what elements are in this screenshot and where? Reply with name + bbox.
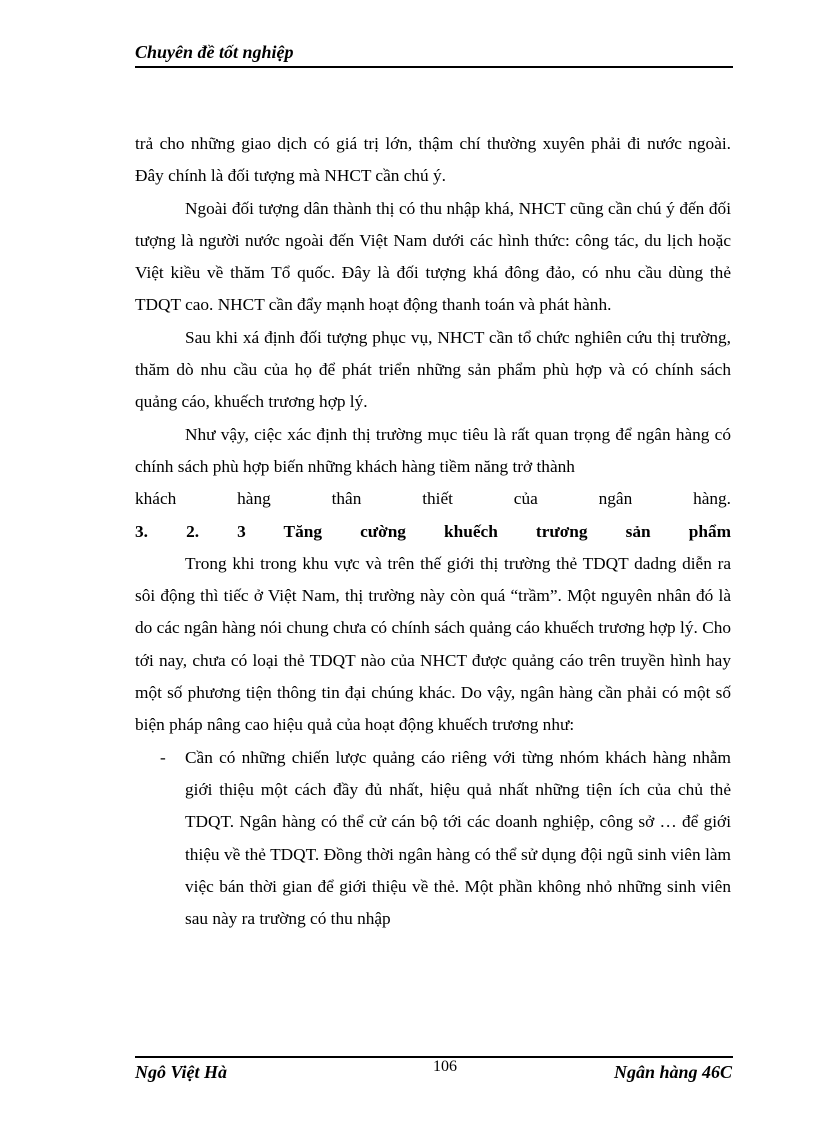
footer-author: Ngô Việt Hà — [135, 1062, 228, 1082]
paragraph-4-last-line: khách hàng thân thiết của ngân hàng. — [135, 489, 731, 509]
paragraph-4: Như vậy, ciệc xác định thị trường mục tiêu là rất quan trọng để ngân hàng có chính sách phù hợp biến những khách hàng tiềm năng trở thành — [135, 424, 731, 476]
paragraph-2: Ngoài đối tượng dân thành thị có thu nhập khá, NHCT cũng cần chú ý đến đối tượng là người nước ngoài đến Việt Nam dưới các hình thức: công tác, du lịch hoặc Việt kiều về thăm Tổ quốc. Đây là đối tượng khá đông đảo, có nhu cầu dùng thẻ TDQT cao. NHCT cần đẩy mạnh hoạt động thanh toán và phát hành. — [135, 198, 731, 315]
page-header — [135, 40, 733, 68]
document-title: Chuyên đề tốt nghiệp — [135, 42, 294, 62]
document-body — [135, 128, 731, 935]
paragraph-3: Sau khi xá định đối tượng phục vụ, NHCT cần tổ chức nghiên cứu thị trường, thăm dò nhu cầu của họ để phát triển những sản phẩm phù hợp và có chính sách quảng cáo, khuếch trương hợp lý. — [135, 327, 731, 412]
bullet-text: Cần có những chiến lược quảng cáo riêng với từng nhóm khách hàng nhằm giới thiệu một cách đầy đủ nhất, hiệu quả nhất những tiện ích của chủ thẻ TDQT. Ngân hàng có thể cử cán bộ tới các doanh nghiệp, công sở … để giới thiệu về thẻ TDQT. Đồng thời ngân hàng có thể sử dụng đội ngũ sinh viên làm việc bán thời gian để giới thiệu về thẻ. Một phần không nhỏ những sinh viên sau này ra trường có thu nhập — [185, 747, 731, 929]
page-number: 106 — [433, 1058, 457, 1075]
bullet-dash: - — [160, 747, 166, 767]
footer-class: Ngân hàng 46C — [613, 1062, 732, 1082]
section-heading: 3. 2. 3 Tăng cường khuếch trương sản phẩm — [135, 521, 731, 541]
paragraph-1: trả cho những giao dịch có giá trị lớn, thậm chí thường xuyên phải đi nước ngoài. Đây chính là đối tượng mà NHCT cần chú ý. — [135, 134, 731, 186]
list-item — [135, 742, 731, 936]
paragraph-5: Trong khi trong khu vực và trên thế giới thị trường thẻ TDQT dadng diễn ra sôi động thì tiếc ở Việt Nam, thị trường này còn quá “trầm”. Một nguyên nhân đó là do các ngân hàng nói chung chưa có chính sách quảng cáo khuếch trương hợp lý. Cho tới nay, chưa có loại thẻ TDQT nào của NHCT được quảng cáo trên truyền hình hay một số phương tiện thông tin đại chúng khác. Do vậy, ngân hàng cần phải có một số biện pháp nâng cao hiệu quả của hoạt động khuếch trương như: — [135, 553, 731, 735]
